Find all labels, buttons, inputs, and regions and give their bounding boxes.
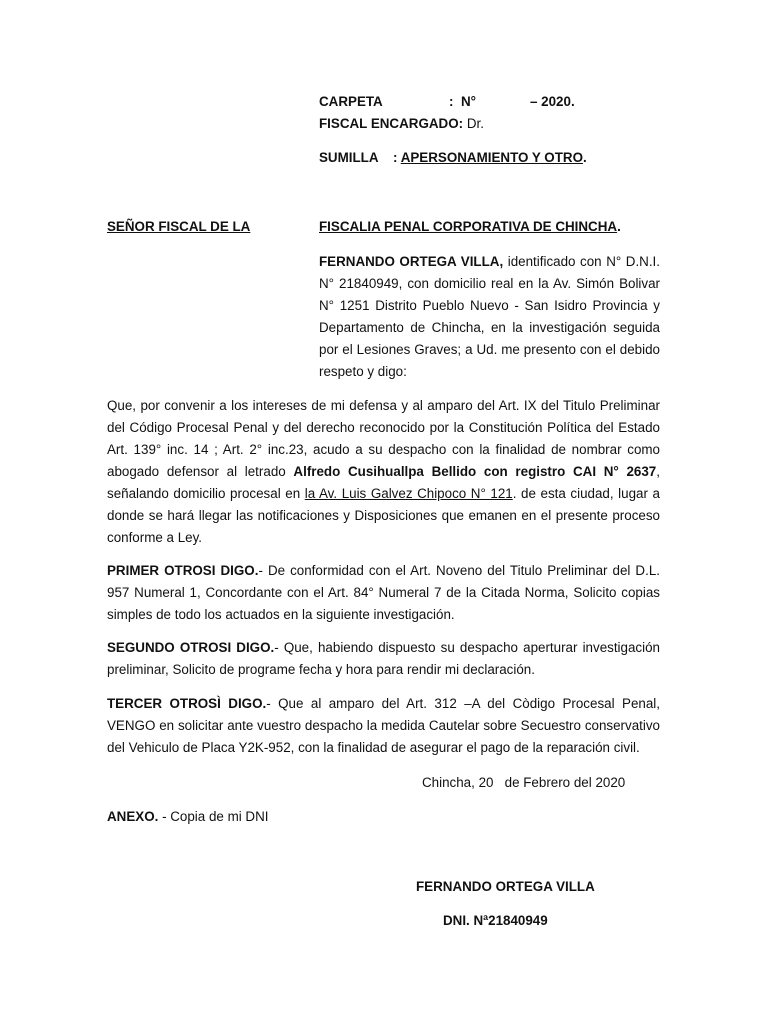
- segundo-otrosi: [107, 637, 660, 681]
- anexo-text: - Copia de mi DNI: [158, 809, 269, 824]
- segundo-otrosi-text: - Que, habiendo dispuesto su despacho aperturar investigación preliminar, Solicito de programe fecha y hora para rendir mi declaración.: [107, 640, 660, 677]
- main-paragraph: [107, 395, 660, 549]
- main-text-1: Que, por convenir a los intereses de mi defensa y al amparo del Art. IX del Titulo Preliminar del Código Procesal Penal y del derecho reconocido por la Constitución Política del Estado Art. 139° inc. 14 ; Art. 2° inc.23, acudo a su despacho con la finalidad de nombrar como abogado defensor al letrado: [107, 398, 660, 479]
- tercer-otrosi-label: TERCER OTROSÌ DIGO.: [107, 696, 267, 711]
- lawyer-name: Alfredo Cusihuallpa Bellido con registro CAI N° 2637: [293, 464, 657, 479]
- sumilla-end: .: [583, 150, 587, 165]
- intro-name: FERNANDO ORTEGA VILLA,: [319, 254, 504, 269]
- carpeta-number: N°: [461, 94, 477, 109]
- intro-paragraph: [319, 251, 660, 383]
- anexo-label: ANEXO.: [107, 809, 159, 824]
- signature-dni: DNI. Nª21840949: [443, 913, 548, 928]
- sumilla-value: APERSONAMIENTO Y OTRO: [400, 150, 583, 165]
- addressee-right: FISCALIA PENAL CORPORATIVA DE CHINCHA: [319, 219, 618, 234]
- signature-name: FERNANDO ORTEGA VILLA: [416, 879, 595, 894]
- carpeta-separator: :: [449, 94, 454, 109]
- addressee-right-line: [319, 219, 621, 234]
- segundo-otrosi-label: SEGUNDO OTROSI DIGO.: [107, 640, 275, 655]
- tercer-otrosi-text: - Que al amparo del Art. 312 –A del Còdigo Procesal Penal, VENGO en solicitar ante vuestro despacho la medida Cautelar sobre Secuestro conservativo del Vehiculo de Placa Y2K-952, con la finalidad de asegurar el pago de la reparación civil.: [107, 696, 660, 755]
- main-text-2: , señalando domicilio procesal en: [107, 464, 660, 501]
- fiscal-line: [319, 116, 484, 131]
- carpeta-year: – 2020.: [530, 94, 575, 109]
- primer-otrosi-label: PRIMER OTROSI DIGO.: [107, 563, 259, 578]
- primer-otrosi-text: - De conformidad con el Art. Noveno del Titulo Preliminar del D.L. 957 Numeral 1, Concordante con el Art. 84° Numeral 7 de la Citada Norma, Solicito copias simples de todo los actuados en la siguiente investigación.: [107, 563, 660, 622]
- sumilla-separator: :: [393, 150, 398, 165]
- document-date: Chincha, 20 de Febrero del 2020: [422, 775, 626, 790]
- intro-text: identificado con N° D.N.I. N° 21840949, con domicilio real en la Av. Simón Bolivar N° 1251 Distrito Pueblo Nuevo - San Isidro Provincia y Departamento de Chincha, en la investigación seguida por el Lesiones Graves; a Ud. me presento con el debido respeto y digo:: [319, 254, 660, 379]
- carpeta-label: CARPETA: [319, 94, 383, 109]
- addressee-end: .: [617, 219, 621, 234]
- fiscal-label: FISCAL ENCARGADO:: [319, 116, 464, 131]
- tercer-otrosi: [107, 693, 660, 759]
- addressee-left: SEÑOR FISCAL DE LA: [107, 219, 251, 234]
- fiscal-value: Dr.: [466, 116, 484, 131]
- sumilla-label: SUMILLA: [319, 150, 379, 165]
- anexo-line: [107, 809, 268, 824]
- sumilla-line: [393, 150, 587, 165]
- procesal-address: la Av. Luis Galvez Chipoco N° 121: [304, 486, 513, 501]
- primer-otrosi: [107, 560, 660, 626]
- main-text-3: . de esta ciudad, lugar a donde se hará llegar las notificaciones y Disposiciones que emanen en el presente proceso conforme a Ley.: [107, 486, 660, 545]
